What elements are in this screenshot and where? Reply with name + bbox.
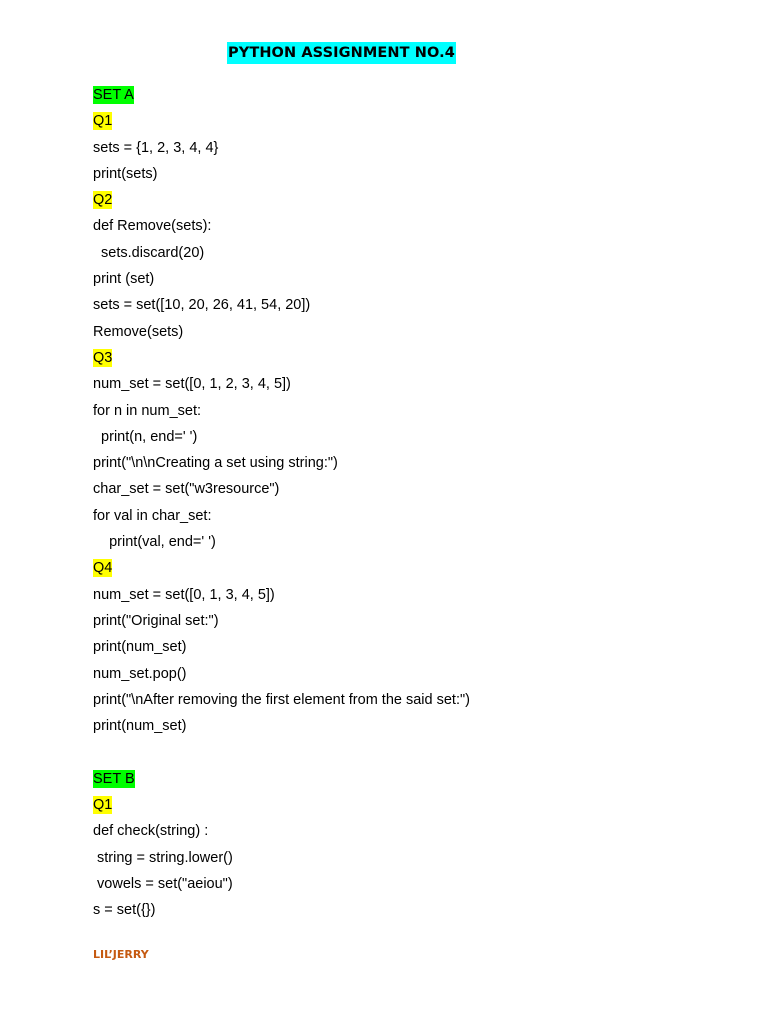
code-line: [93, 292, 470, 318]
code-line: [93, 476, 470, 502]
code-line: [93, 897, 470, 923]
line-text: s = set({}): [93, 902, 156, 919]
line-text: print(num_set): [93, 718, 187, 735]
line-text: print(num_set): [93, 639, 187, 656]
line-text: Q3: [93, 349, 113, 366]
code-line: [93, 161, 470, 187]
code-line: [93, 608, 470, 634]
code-line: [93, 529, 470, 555]
line-text: SET A: [93, 87, 134, 103]
line-text: def Remove(sets):: [93, 218, 212, 235]
code-line: [93, 450, 470, 476]
line-text: sets.discard(20): [93, 244, 205, 261]
question-label: [93, 792, 470, 818]
line-text: def check(string) :: [93, 823, 209, 840]
code-line: [93, 503, 470, 529]
code-line: [93, 135, 470, 161]
line-text: string = string.lower(): [93, 849, 233, 866]
line-text: print (set): [93, 271, 155, 288]
question-label: [93, 187, 470, 213]
line-text: for n in num_set:: [93, 402, 201, 419]
code-line: [93, 371, 470, 397]
line-text: print(val, end=' '): [93, 534, 216, 551]
code-line: [93, 398, 470, 424]
footer-author: LIL’JERRY: [93, 948, 149, 961]
code-line: [93, 661, 470, 687]
question-label: [93, 345, 470, 371]
line-text: char_set = set("w3resource"): [93, 481, 280, 498]
code-line: [93, 871, 470, 897]
line-text: Q1: [93, 797, 113, 814]
section-heading: [93, 82, 470, 108]
code-line: [93, 634, 470, 660]
line-text: print("Original set:"): [93, 612, 219, 629]
code-line: [93, 266, 470, 292]
line-text: vowels = set("aeiou"): [93, 875, 233, 892]
blank-line: [93, 739, 470, 765]
question-label: [93, 555, 470, 581]
line-text: Remove(sets): [93, 323, 184, 340]
section-heading: [93, 766, 470, 792]
line-text: for val in char_set:: [93, 507, 212, 524]
line-text: sets = {1, 2, 3, 4, 4}: [93, 139, 219, 156]
code-line: [93, 687, 470, 713]
question-label: [93, 108, 470, 134]
code-line: [93, 582, 470, 608]
code-line: [93, 713, 470, 739]
line-text: Q1: [93, 113, 113, 130]
line-text: num_set.pop(): [93, 665, 187, 682]
line-text: sets = set([10, 20, 26, 41, 54, 20]): [93, 297, 311, 314]
line-text: print(n, end=' '): [93, 428, 198, 445]
code-line: [93, 424, 470, 450]
line-text: print("\n\nCreating a set using string:"): [93, 455, 338, 472]
line-text: SET B: [93, 770, 135, 787]
line-text: Q4: [93, 560, 113, 577]
line-text: Q2: [93, 192, 113, 209]
code-line: [93, 213, 470, 239]
code-line: [93, 818, 470, 844]
code-line: [93, 845, 470, 871]
line-text: print(sets): [93, 165, 158, 182]
line-text: num_set = set([0, 1, 2, 3, 4, 5]): [93, 376, 291, 393]
line-text: num_set = set([0, 1, 3, 4, 5]): [93, 586, 275, 603]
code-lines: [93, 82, 470, 924]
line-text: print("\nAfter removing the first element from the said set:"): [93, 691, 470, 708]
code-line: [93, 319, 470, 345]
code-line: [93, 240, 470, 266]
page-title: PYTHON ASSIGNMENT NO.4: [227, 42, 456, 64]
